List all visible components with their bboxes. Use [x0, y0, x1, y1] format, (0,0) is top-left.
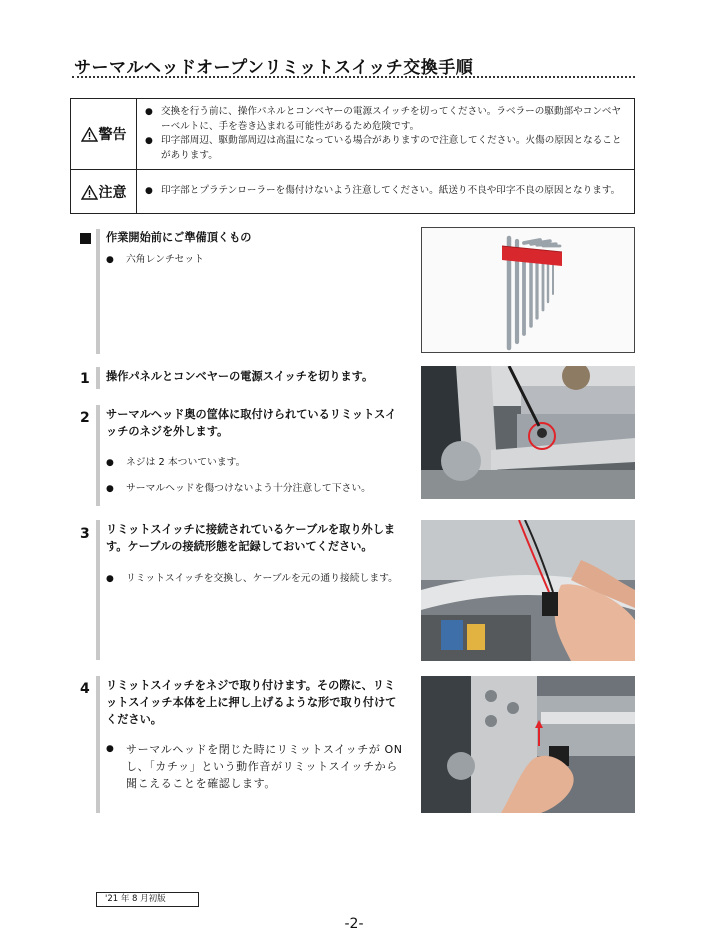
step-side-bar — [96, 520, 100, 660]
step-number: 1 — [80, 371, 90, 387]
switch-install-photo — [421, 676, 635, 813]
caution-label-cell — [71, 170, 137, 214]
warning-item: ● 交換を行う前に、操作パネルとコンベヤーの電源スイッチを切ってください。ラベラーの駆動部やコンベヤーベルトに、手を巻き込まれる可能性があるため危険です。 — [145, 105, 626, 134]
caution-row — [71, 170, 635, 214]
warning-text-cell — [137, 99, 635, 170]
page-title: サーマルヘッドオープンリミットスイッチ交換手順 — [74, 58, 474, 78]
prep-item: ● 六角レンチセット — [106, 252, 406, 268]
caution-item: ● 印字部とプラテンローラーを傷付けないよう注意してください。紙送り不良や印字不良の原因となります。 — [145, 184, 626, 199]
step-item: ● サーマルヘッドを傷つけないよう十分注意して下さい。 — [106, 481, 406, 497]
step-number: 3 — [80, 526, 90, 542]
title-divider — [72, 76, 635, 78]
warning-triangle-icon — [81, 127, 98, 142]
prep-heading: 作業開始前にご準備頂くもの — [106, 231, 252, 244]
warning-label: 警告 — [98, 127, 127, 143]
step-heading: 操作パネルとコンベヤーの電源スイッチを切ります。 — [106, 370, 374, 383]
caution-text-cell — [137, 170, 635, 214]
caution-label: 注意 — [98, 184, 127, 201]
step-heading: サーマルヘッド奥の筐体に取付けられているリミットスイッチのネジを外します。 — [106, 408, 397, 438]
warning-row — [71, 99, 635, 170]
thermal-head-screw-photo — [421, 366, 635, 499]
edition-box: '21 年 8 月初版 — [96, 892, 199, 907]
safety-notice-table — [70, 98, 635, 214]
cable-disconnect-photo — [421, 520, 635, 661]
warning-item: ● 印字部周辺、駆動部周辺は高温になっている場合がありますので注意してください。火傷の原因となることがあります。 — [145, 134, 626, 163]
prep-side-bar — [96, 229, 100, 354]
step-heading: リミットスイッチをネジで取り付けます。その際に、リミットスイッチ本体を上に押し上げるような形で取り付けてください。 — [106, 679, 397, 726]
step-number: 2 — [80, 410, 90, 426]
caution-triangle-icon — [81, 185, 98, 200]
step-item: ● ネジは 2 本ついています。 — [106, 455, 406, 471]
hex-wrench-photo — [421, 227, 635, 353]
step-number: 4 — [80, 681, 90, 697]
square-bullet-icon — [80, 233, 91, 244]
step-item: ● リミットスイッチを交換し、ケーブルを元の通り接続します。 — [106, 571, 406, 587]
step-side-bar — [96, 676, 100, 813]
step-side-bar — [96, 405, 100, 506]
page-number: -2- — [344, 916, 364, 932]
step-item: ● サーマルヘッドを閉じた時にリミットスイッチが ON し、「カチッ」という動作音がリミットスイッチから聞こえることを確認します。 — [106, 741, 406, 792]
step-side-bar — [96, 367, 100, 389]
warning-label-cell — [71, 99, 137, 170]
step-heading: リミットスイッチに接続されているケーブルを取り外します。ケーブルの接続形態を記録しておいてください。 — [106, 523, 396, 553]
